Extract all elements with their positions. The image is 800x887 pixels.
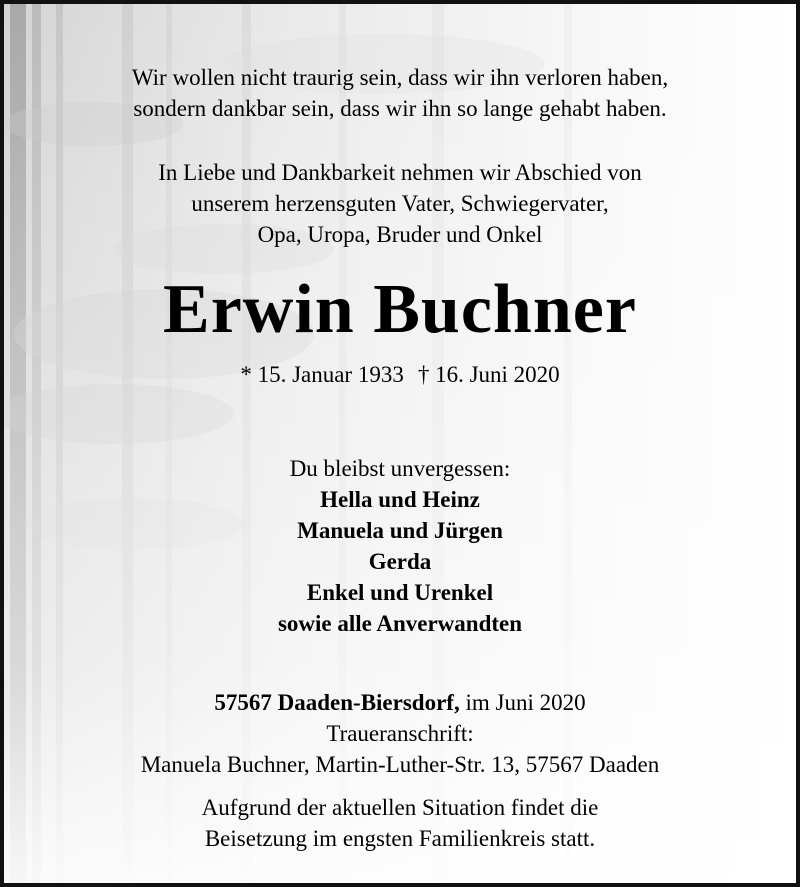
death-date: † 16. Juni 2020 xyxy=(417,362,560,387)
intro-line: unserem herzensguten Vater, Schwiegervater, xyxy=(191,191,609,216)
place: 57567 Daaden-Biersdorf, xyxy=(214,690,460,715)
mourner-name: Hella und Heinz xyxy=(320,487,480,512)
intro-line: In Liebe und Dankbarkeit nehmen wir Abschied von xyxy=(158,160,642,185)
quote-line: sondern dankbar sein, dass wir ihn so lange gehabt haben. xyxy=(133,96,667,121)
place-and-address xyxy=(4,687,796,780)
mourner-name: sowie alle Anverwandten xyxy=(277,611,523,636)
burial-notice-line: Aufgrund der aktuellen Situation findet die xyxy=(201,795,599,820)
mourner-name: Manuela und Jürgen xyxy=(297,518,503,543)
mourning-address: Manuela Buchner, Martin-Luther-Str. 13, 57567 Daaden xyxy=(140,752,660,777)
intro-text xyxy=(4,157,796,250)
quote-line: Wir wollen nicht traurig sein, dass wir ihn verloren haben, xyxy=(131,65,669,90)
mourners-heading: Du bleibst unvergessen: xyxy=(289,456,511,481)
life-dates xyxy=(4,359,796,390)
burial-notice xyxy=(4,792,796,854)
deceased-name: Erwin Buchner xyxy=(163,271,637,348)
mourners xyxy=(4,453,796,639)
quote xyxy=(4,62,796,124)
intro-line: Opa, Uropa, Bruder und Onkel xyxy=(257,222,543,247)
date: im Juni 2020 xyxy=(465,690,586,715)
mourner-name: Enkel und Urenkel xyxy=(306,580,494,605)
burial-notice-line: Beisetzung im engsten Familienkreis statt. xyxy=(204,826,596,851)
mourner-name: Gerda xyxy=(368,549,432,574)
birth-date: * 15. Januar 1933 xyxy=(240,362,404,387)
address-label: Traueranschrift: xyxy=(326,721,474,746)
